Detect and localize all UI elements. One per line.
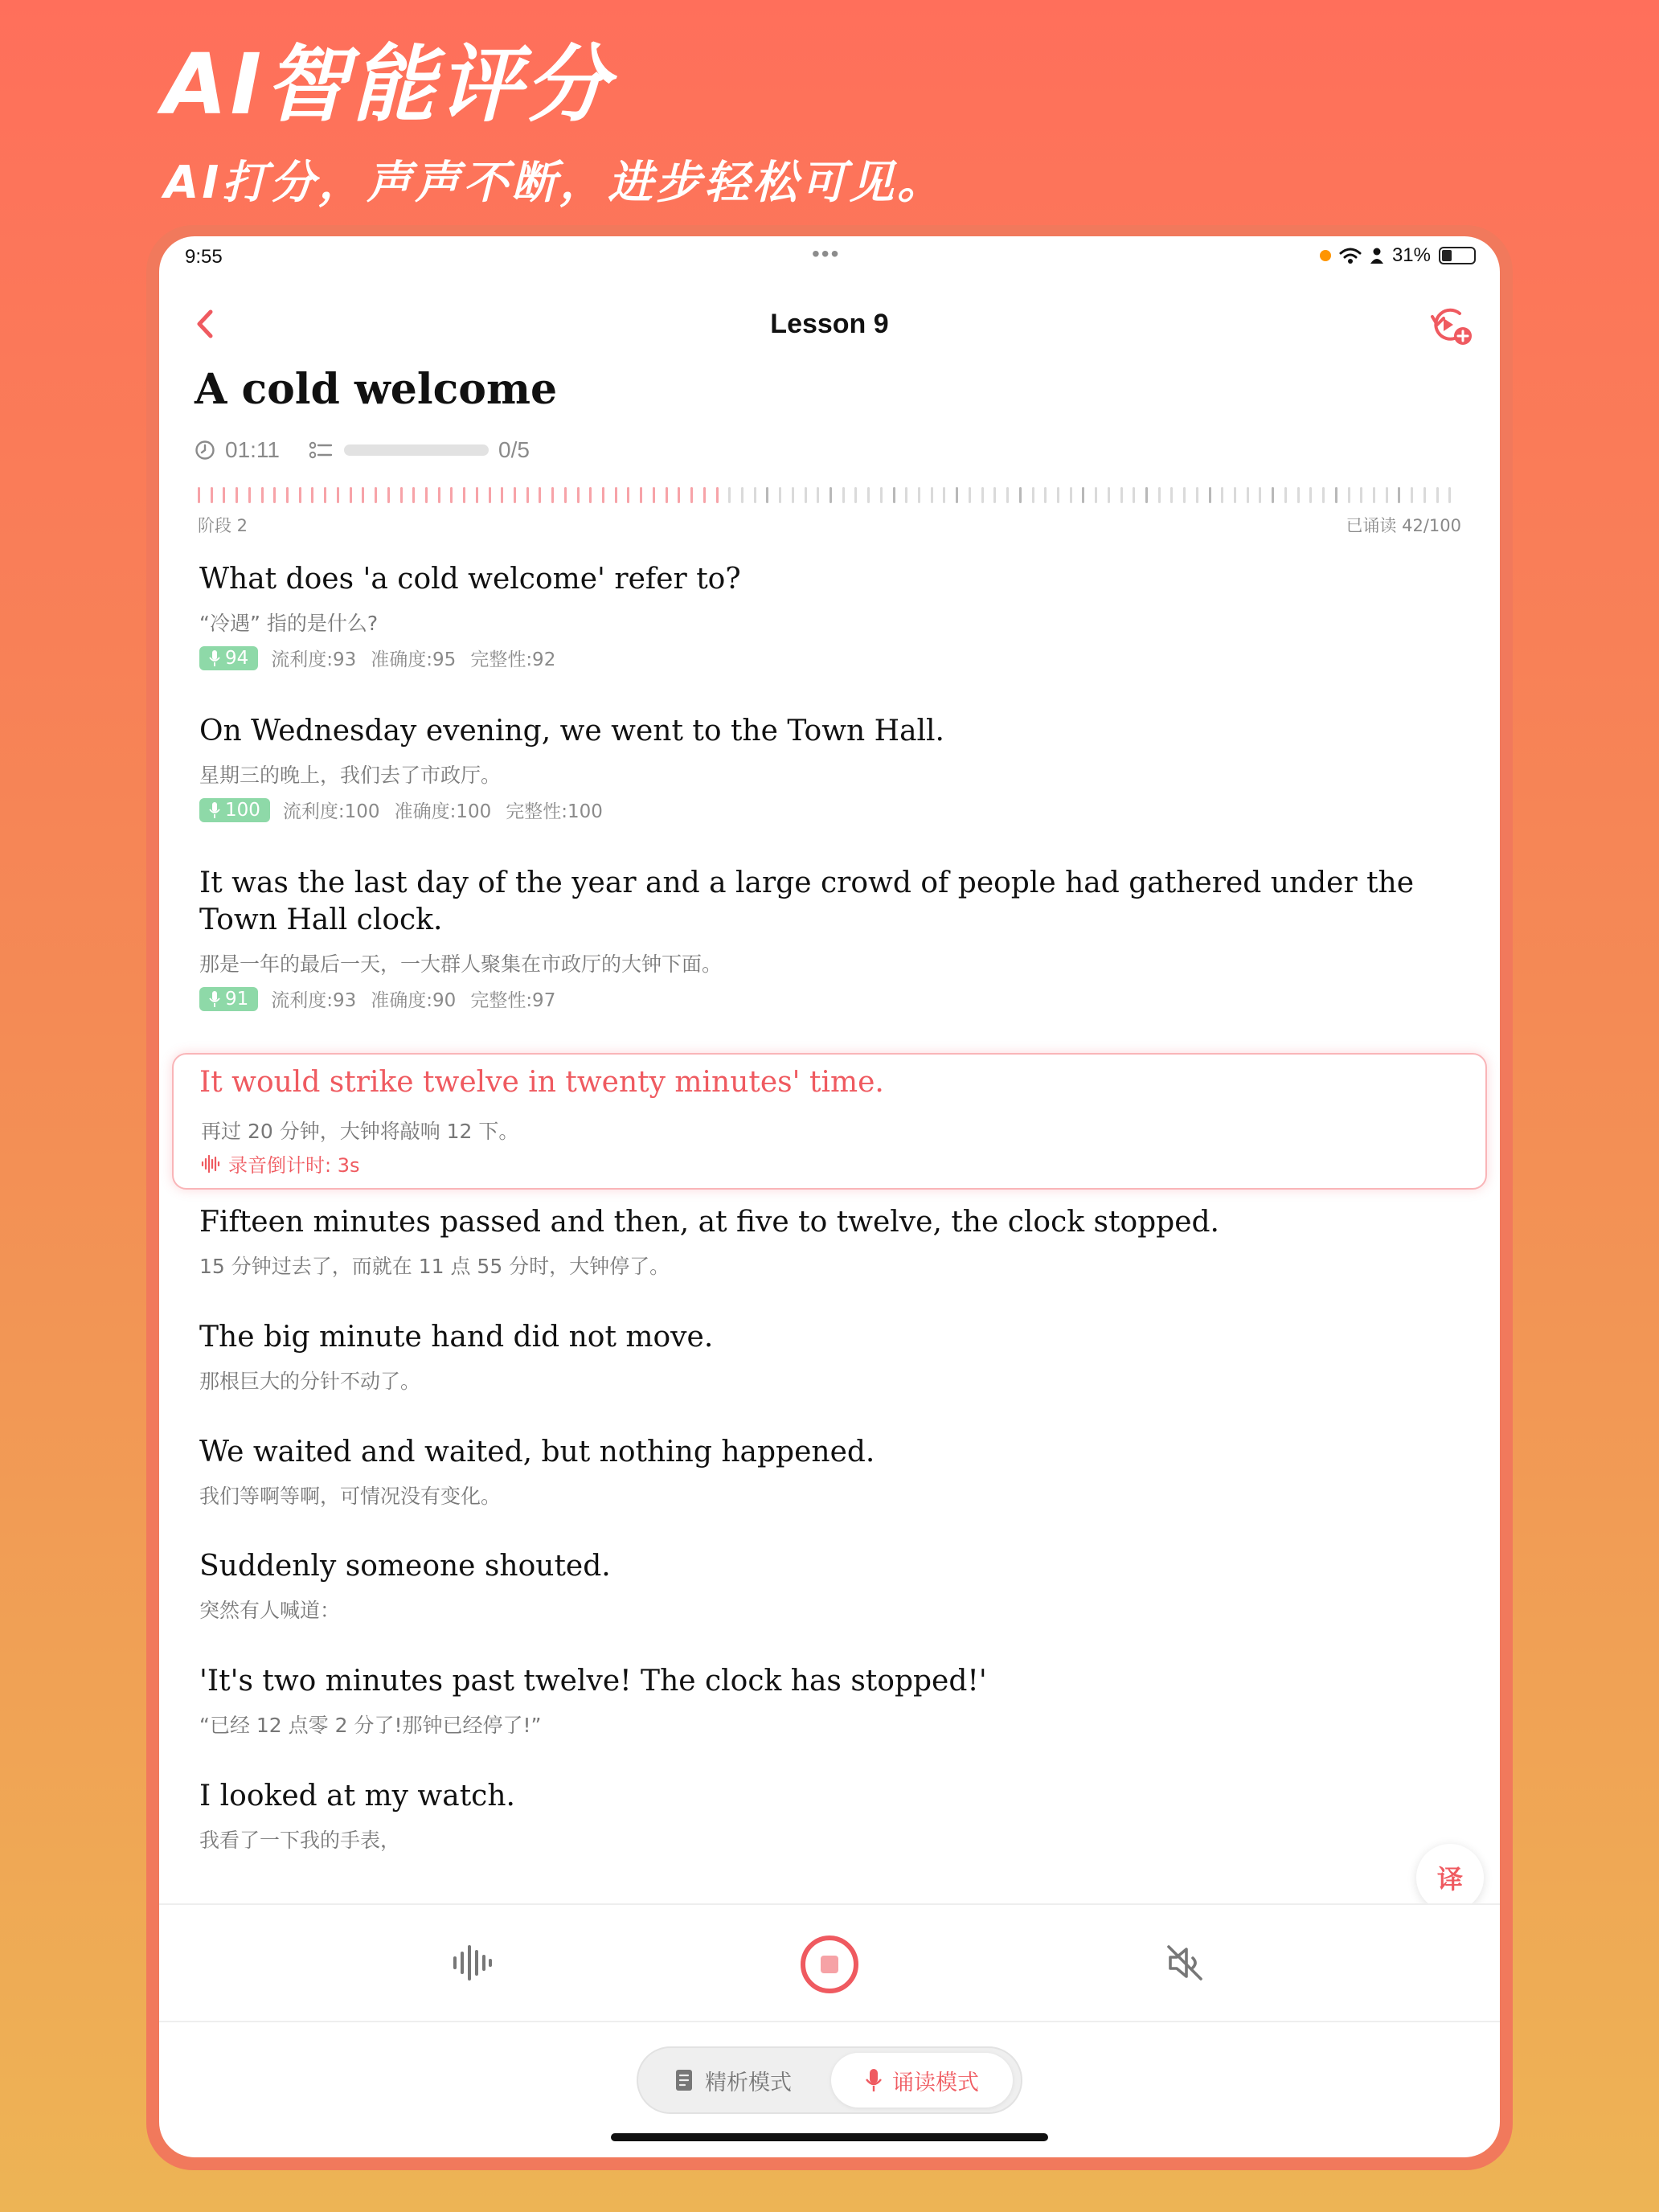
tab-analysis-label: 精析模式 bbox=[705, 2070, 792, 2095]
recited-count-label: 已诵读 42/100 bbox=[1346, 516, 1461, 535]
tick-recited bbox=[425, 487, 428, 503]
promo-title: AI智能评分 bbox=[162, 35, 612, 133]
tick-recited bbox=[526, 487, 529, 503]
checklist-icon bbox=[309, 440, 333, 461]
tick-recited bbox=[299, 487, 301, 503]
sentence-scores bbox=[199, 985, 570, 1012]
tick-pending bbox=[943, 487, 945, 503]
tick-recited bbox=[539, 487, 541, 503]
active-sentence-english: It would strike twelve in twenty minutes' time. bbox=[199, 1066, 884, 1099]
promo-subtitle: AI打分，声声不断，进步轻松可见。 bbox=[164, 157, 946, 209]
tick-recited bbox=[703, 487, 706, 503]
sentence-chinese: “冷遇” 指的是什么? bbox=[199, 612, 379, 635]
tick-recited bbox=[362, 487, 364, 503]
sentence-scores bbox=[199, 645, 570, 671]
tick-pending bbox=[1183, 487, 1186, 503]
completeness-score: 完整性:97 bbox=[470, 990, 556, 1011]
tick-pending bbox=[1108, 487, 1110, 503]
tick-recited bbox=[666, 487, 668, 503]
tick-pending bbox=[741, 487, 743, 503]
sentence-english: On Wednesday evening, we went to the Town Hall. bbox=[199, 715, 944, 748]
score-badge bbox=[199, 646, 258, 670]
score-value: 91 bbox=[225, 988, 249, 1010]
tick-recited bbox=[690, 487, 693, 503]
speaker-mute-icon[interactable] bbox=[1162, 1940, 1207, 1985]
sentence-english: I looked at my watch. bbox=[199, 1780, 515, 1813]
tick-recited bbox=[678, 487, 680, 503]
mic-icon bbox=[865, 2068, 883, 2092]
tick-recited bbox=[450, 487, 453, 503]
accuracy-score: 准确度:100 bbox=[394, 801, 492, 822]
tick-recited bbox=[198, 487, 200, 503]
tick-recited bbox=[337, 487, 339, 503]
sentence-chinese: 那是一年的最后一天，一大群人聚集在市政厅的大钟下面。 bbox=[199, 952, 723, 976]
lesson-progress-bar bbox=[344, 444, 489, 456]
tick-recited bbox=[627, 487, 629, 503]
tick-recited bbox=[551, 487, 554, 503]
tick-recited bbox=[438, 487, 440, 503]
sentence-chinese: 那根巨大的分针不动了。 bbox=[199, 1370, 421, 1393]
tick-pending bbox=[1360, 487, 1362, 503]
tick-pending bbox=[1196, 487, 1198, 503]
tick-recited bbox=[640, 487, 642, 503]
tick-pending bbox=[754, 487, 756, 503]
active-sentence-chinese: 再过 20 分钟，大钟将敲响 12 下。 bbox=[201, 1120, 519, 1143]
mic-indicator-icon bbox=[1320, 250, 1331, 261]
tick-recited bbox=[324, 487, 326, 503]
battery-percent: 31% bbox=[1391, 244, 1431, 266]
home-indicator[interactable] bbox=[611, 2133, 1048, 2141]
sentence-chinese: 星期三的晚上，我们去了市政厅。 bbox=[199, 764, 502, 787]
nav-title: Lesson 9 bbox=[770, 309, 889, 339]
tick-pending bbox=[1411, 487, 1413, 503]
tick-pending bbox=[830, 487, 832, 503]
tick-recited bbox=[716, 487, 719, 503]
completeness-score: 完整性:100 bbox=[506, 801, 603, 822]
mic-icon bbox=[209, 991, 220, 1007]
status-right bbox=[1320, 244, 1476, 267]
tick-pending bbox=[1221, 487, 1223, 503]
tick-recited bbox=[223, 487, 225, 503]
tick-pending bbox=[1423, 487, 1426, 503]
tick-pending bbox=[1309, 487, 1312, 503]
bottom-toolbar bbox=[159, 1903, 1500, 2022]
tab-analysis-mode[interactable] bbox=[645, 2053, 821, 2108]
tick-recited bbox=[261, 487, 264, 503]
tick-pending bbox=[1145, 487, 1148, 503]
sentence-english: We waited and waited, but nothing happened. bbox=[199, 1436, 875, 1469]
active-sentence-card[interactable] bbox=[172, 1053, 1487, 1190]
mic-icon bbox=[209, 802, 220, 818]
status-bar bbox=[159, 236, 1500, 276]
tick-recited bbox=[489, 487, 491, 503]
stage-label: 阶段 2 bbox=[198, 516, 248, 535]
tab-recite-label: 诵读模式 bbox=[892, 2070, 979, 2095]
tick-pending bbox=[805, 487, 807, 503]
tick-pending bbox=[931, 487, 933, 503]
score-value: 94 bbox=[225, 647, 249, 669]
recording-countdown bbox=[201, 1149, 360, 1178]
tick-pending bbox=[981, 487, 984, 503]
tick-recited bbox=[412, 487, 415, 503]
tick-pending bbox=[969, 487, 971, 503]
tick-recited bbox=[211, 487, 213, 503]
tick-pending bbox=[1373, 487, 1375, 503]
sentence-chinese: 15 分钟过去了，而就在 11 点 55 分时，大钟停了。 bbox=[199, 1255, 670, 1278]
tick-pending bbox=[1133, 487, 1135, 503]
tick-pending bbox=[1297, 487, 1300, 503]
mic-icon bbox=[209, 650, 220, 666]
tab-recite-mode[interactable] bbox=[831, 2053, 1013, 2108]
tick-recited bbox=[577, 487, 580, 503]
tick-pending bbox=[1082, 487, 1084, 503]
tick-recited bbox=[400, 487, 403, 503]
lesson-title: A cold welcome bbox=[195, 365, 558, 414]
tick-pending bbox=[1259, 487, 1261, 503]
tick-pending bbox=[1044, 487, 1047, 503]
sentence-english: It was the last day of the year and a large crowd of people had gathered under the Town Hall clock. bbox=[199, 866, 1415, 936]
tick-pending bbox=[779, 487, 781, 503]
tick-pending bbox=[1386, 487, 1388, 503]
sentence-english: Suddenly someone shouted. bbox=[199, 1550, 611, 1583]
tick-recited bbox=[501, 487, 503, 503]
sentence-chinese: 突然有人喊道： bbox=[199, 1599, 341, 1622]
tick-recited bbox=[375, 487, 377, 503]
lesson-meta bbox=[195, 434, 530, 466]
tick-recited bbox=[615, 487, 617, 503]
waveform-icon[interactable] bbox=[450, 1940, 495, 1985]
score-value: 100 bbox=[225, 799, 260, 821]
tick-recited bbox=[350, 487, 352, 503]
tick-pending bbox=[918, 487, 920, 503]
tick-pending bbox=[1170, 487, 1173, 503]
recitation-progress-ticks bbox=[198, 487, 1461, 505]
fluency-score: 流利度:93 bbox=[271, 990, 357, 1011]
tick-recited bbox=[286, 487, 289, 503]
tick-pending bbox=[1448, 487, 1451, 503]
tick-pending bbox=[1057, 487, 1059, 503]
person-icon bbox=[1370, 247, 1384, 264]
stop-record-icon[interactable] bbox=[799, 1934, 860, 1995]
tick-recited bbox=[387, 487, 390, 503]
sentence-scores bbox=[199, 797, 617, 823]
clock-icon bbox=[195, 440, 215, 461]
sentence-chinese: “已经 12 点零 2 分了!那钟已经停了!” bbox=[199, 1714, 542, 1737]
tick-recited bbox=[476, 487, 478, 503]
tick-pending bbox=[893, 487, 895, 503]
tick-pending bbox=[1272, 487, 1274, 503]
tick-pending bbox=[1322, 487, 1325, 503]
accuracy-score: 准确度:90 bbox=[371, 990, 457, 1011]
tick-pending bbox=[1284, 487, 1287, 503]
sentence-english: Fifteen minutes passed and then, at five to twelve, the clock stopped. bbox=[199, 1206, 1219, 1239]
tick-recited bbox=[248, 487, 251, 503]
tick-pending bbox=[792, 487, 794, 503]
score-badge bbox=[199, 798, 270, 822]
tick-pending bbox=[1032, 487, 1034, 503]
recording-wave-icon bbox=[201, 1154, 220, 1174]
tick-pending bbox=[956, 487, 958, 503]
translate-button[interactable]: 译 bbox=[1416, 1844, 1484, 1911]
fluency-score: 流利度:100 bbox=[282, 801, 380, 822]
tick-pending bbox=[1070, 487, 1072, 503]
tick-recited bbox=[236, 487, 238, 503]
tick-recited bbox=[602, 487, 604, 503]
mode-switch bbox=[637, 2046, 1022, 2114]
countdown-text: 录音倒计时: 3s bbox=[228, 1154, 360, 1177]
tick-recited bbox=[311, 487, 313, 503]
lesson-progress-text: 0/5 bbox=[498, 437, 530, 462]
tick-recited bbox=[463, 487, 465, 503]
tick-pending bbox=[1120, 487, 1123, 503]
tick-pending bbox=[842, 487, 845, 503]
score-badge bbox=[199, 987, 258, 1011]
sentence-chinese: 我看了一下我的手表， bbox=[199, 1829, 401, 1852]
tick-pending bbox=[1158, 487, 1161, 503]
nav-bar bbox=[159, 285, 1500, 365]
tick-recited bbox=[514, 487, 516, 503]
status-time: 9:55 bbox=[185, 246, 223, 268]
battery-icon bbox=[1439, 247, 1476, 264]
lesson-duration: 01:11 bbox=[225, 437, 280, 462]
sentence-english: What does 'a cold welcome' refer to? bbox=[199, 563, 741, 596]
completeness-score: 完整性:92 bbox=[470, 649, 556, 670]
tick-recited bbox=[273, 487, 276, 503]
tick-pending bbox=[880, 487, 883, 503]
tick-pending bbox=[993, 487, 996, 503]
sentence-chinese: 我们等啊等啊，可情况没有变化。 bbox=[199, 1485, 502, 1508]
sentence-english: The big minute hand did not move. bbox=[199, 1321, 714, 1354]
tick-pending bbox=[1348, 487, 1350, 503]
tick-recited bbox=[653, 487, 655, 503]
multitask-dots[interactable]: ••• bbox=[812, 241, 841, 266]
tick-pending bbox=[854, 487, 857, 503]
tick-pending bbox=[1019, 487, 1022, 503]
sentence-english: 'It's two minutes past twelve! The clock has stopped!' bbox=[199, 1665, 987, 1698]
accuracy-score: 准确度:95 bbox=[371, 649, 457, 670]
tick-pending bbox=[817, 487, 819, 503]
tick-pending bbox=[1095, 487, 1097, 503]
tick-pending bbox=[867, 487, 870, 503]
tick-pending bbox=[1006, 487, 1009, 503]
tick-pending bbox=[905, 487, 907, 503]
tick-pending bbox=[1335, 487, 1337, 503]
tick-pending bbox=[766, 487, 768, 503]
tick-recited bbox=[589, 487, 592, 503]
tick-pending bbox=[1436, 487, 1439, 503]
device-screen bbox=[159, 236, 1500, 2157]
tick-pending bbox=[1234, 487, 1236, 503]
tick-pending bbox=[728, 487, 731, 503]
fluency-score: 流利度:93 bbox=[271, 649, 357, 670]
tick-pending bbox=[1209, 487, 1211, 503]
document-icon bbox=[674, 2068, 695, 2092]
tick-recited bbox=[564, 487, 567, 503]
tick-pending bbox=[1398, 487, 1400, 503]
replay-add-icon[interactable] bbox=[1426, 302, 1474, 347]
tick-pending bbox=[1247, 487, 1249, 503]
wifi-icon bbox=[1339, 247, 1362, 264]
